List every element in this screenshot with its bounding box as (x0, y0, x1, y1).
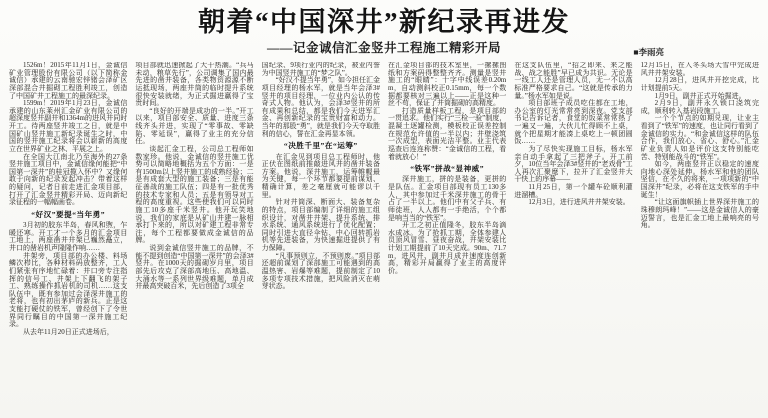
article-column-2 (135, 62, 253, 408)
article-paragraph: “凡事预则立，不预则废。”项目部还超前谋划了深部施工可能遇到的高温热害、岩爆等难题，提前制定了10多项专项技术措施，把风险消灭在萌芽状态。 (261, 251, 380, 291)
article-paragraph: 12月28日，进风井开挖完成，比计划提前5天。 (640, 76, 759, 92)
article-paragraph: “让这面旗帜插上世界深井施工的珠穆朗玛峰！”——这是金诚信人的豪迈誓言，也是汇金工地上最响亮的号角。 (640, 198, 759, 230)
article-paragraph: 针对井筒深、断面大、装备复杂的特点，项目部编制了详细的施工组织设计，对凿井井架、提升系统、排水系统、通风系统进行了优化配置；同时引进大直径伞钻、中心回转抓岩机等先进装备，为快速掘进提供了有力保障。 (261, 198, 380, 253)
article-paragraph: 在全国大江南北乃至海外的27条竖井施工项目中，金诚信缘何能把“中国第一深井”的桂冠揽入怀中？又缘何敢于向新的纪录发起冲击？带着这样的疑问，记者日前走进汇金项目部，打开了汇金竖井精彩开局、迈向新纪录征程的一幅幅画卷。 (9, 152, 128, 207)
article-paragraph: “好汉不提当年勇”，如今担任汇金项目经理的杨水军，就是当年会泽3#竖井的项目经理，一位业内公认的传奇式人物。他认为，会泽3#竖井的所有成果和总结，都是我们今天进军汇金、再创新纪录的宝贵财富和动力。当年的那股“勇”，就是我们今天夺取胜利的信心，誓在汇金再显本领。 (261, 76, 380, 138)
article-column-3 (262, 62, 380, 408)
article-paragraph: 11月25日，第一个罐车砼顺利灌进溜槽。 (514, 183, 633, 199)
article-paragraph: 国纪录、9项行业内的纪录，被业内誉为中国竖井施工的“梦之队”。 (261, 62, 380, 77)
article-column-6 (641, 62, 759, 408)
article-paragraph: 如今，两座竖井正以稳定的速度向地心深处延伸。杨水军和他的团队坚信，在不久的将来，一项项新的“中国深井”纪录，必将在这支铁军的手中诞生！ (640, 160, 759, 199)
article-body (9, 62, 759, 408)
article-paragraph: 从去年11月20日正式进场后， (23, 327, 114, 336)
article-paragraph: 为了尽快实现施工目标，杨水军亲自动手拿起了三把斧子。开工前夕，10位当年会泽3#竖井的“老戏骨”工人再次汇聚麾下，拉开了汇金竖井大干快上的序幕—— (514, 144, 633, 184)
article-paragraph: 说到金诚信竖井施工的品牌，不能不提到创造“中国第一深井”的会泽3#竖井。在1000天的掘砌岁月里，项目部先后攻克了深部高地压、高地温、大涌水等一系列世界级难题，单月成井最高突破百米，先后创造了3项全 (135, 244, 254, 291)
article-paragraph: 1526m！2015年11月1日，金诚信矿业管理股份有限公司（以下简称金诚信）承建的云南驰宏锌锗会泽矿区深部混合井掘砌工程胜利竣工，创造了中国矿井工程施工的最深纪录。 (9, 62, 128, 100)
article-paragraph: 谈起汇金工程，公司总工程师如数家珍。他说，金诚信的竖井施工优势可以简略地概括为五个方面：一是有1500m以上竖井施工的成熟经验；二是有成套大型的施工装备；三是有能征善战的施工队伍；四是有一批优秀的技术专家和人员；五是有领导对工程的高度重视。这些使我们可以同时施工10多座千米竖井。他开玩笑地说，我们的家底是从矿山井建一脉相承打下来的，所以对矿建工程非常专注，每个工程都要做成金诚信的品牌。 (135, 144, 254, 245)
article-subtitle: ——记金诚信汇金竖井工程施工精彩开局 (266, 41, 501, 56)
article-paragraph: 在汇金项目部的技术室里，一摞摞图纸和方案码得整整齐齐。测量是竖井施工的“眼睛”：十字中线误差0.20mm，自动测斜校正0.15mm，每一个数据都要核对三遍以上——正是这种一丝不苟，保证了井筒掘砌的高精度。 (387, 62, 507, 108)
article-paragraph: 深井施工，拼的是装备，更拼的是队伍。汇金项目部现有员工130多人，其中参加过千米深井施工的骨干占了一半以上。他们中有父子兵、有师徒班，人人都有一手绝活，个个都是响当当的“铁军”。 (387, 175, 507, 222)
article-paragraph: 打造质量样板工程，是项目部的一贯追求。他们实行“三检一验”制度，混凝土逐罐检测，模板校正误差控制在规范允许值的一半以内；井壁浇筑一次成型，表面光洁平整。业主代表巡查后连连称赞：“金诚信的工程，看着就放心！” (387, 106, 507, 161)
article-subhead: “决胜千里”在“运筹” (283, 141, 358, 151)
article-paragraph: 在这支队伍里，“招之即来、来之能战、战之能胜”早已成为共识。无论是一线工人还是管理人员，无一不以高标准严格要求自己。“这就是传承的力量。”杨水军如是说。 (514, 62, 633, 100)
article-author-byline: ■李雨亮 (633, 47, 664, 57)
article-paragraph: 1月9日，副井正式开始掘进。 (654, 91, 746, 100)
article-paragraph: “良好的开端是成功的一半。”开工以来，项目部安全、质量、进度三条线齐头并进，实现了“零事故、零缺陷、零延误”，赢得了业主的充分信任。 (135, 106, 254, 146)
article-paragraph: 项目部就迅速掀起了大干热潮。“兵马未动，粮草先行”，公司调集了国内最先进的凿井装备，各类物资源源不断运抵现场，两座井筒的临时提升系统很快安装就绪，为正式掘进赢得了宝贵时间。 (135, 62, 254, 108)
article-paragraph: 12月15日，在入冬头场大雪中完成进风井井架安装。 (640, 62, 759, 77)
article-paragraph: 开工之初正值隆冬，胶东半岛滴水成冰。为了抢抓工期，全体参建人员顶风冒雪、昼夜奋战，井架安装比计划工期提前了10天完成。90m、71.7m，进风井、副井月成井速度连创新高，精彩开局赢得了业主的高度评价。 (387, 221, 507, 275)
article-subhead: “铁军”拼战“显神威” (410, 164, 485, 174)
article-paragraph: 1599m！2019年1月23日，金诚信承建的山东莱州汇金矿业有限公司的超深度竖井副井和1364m的进风井同时开工。待两座竖井竣工之日，就是中国矿山竖井施工新纪录诞生之时，中国的竖井施工纪录将会以崭新的高度立在世界矿业之林、平展之上。 (9, 99, 128, 153)
article-title: 朝着“中国深井”新纪录再进发 (198, 7, 570, 37)
article-paragraph: 2月9日，副井永久锁口浇筑完成，顺利转入基岩段施工。 (640, 99, 759, 115)
article-paragraph: 在汇金见到项目总工程师时，他正伏在图纸前推敲进风井的凿井装备方案。他说，深井施工，运筹帷幄最为关键，每一个环节都要提前谋划、精确计算，差之毫厘就可能谬以千里。 (261, 152, 380, 199)
article-paragraph: 井架旁，项目部的办公楼、料场鳞次栉比，各种材料码放整齐，工人们紧张有序地忙碌着：井口旁专注指挥的信号工、井架上下翻飞的架子工、熟练操作抓岩机的司机……这支队伍中，既有参加过会泽深井施工的老将，也有初出茅庐的新兵。正是这支能打硬仗的铁军，曾经创下了令世界同行瞩目的中国第一深井施工纪录。 (9, 251, 128, 329)
article-header (0, 0, 768, 57)
article-column-1 (9, 62, 127, 408)
article-column-4 (388, 62, 506, 408)
article-paragraph: 项目部班子成员吃住都在工地，办公室的灯光常常亮到深夜。党支部书记告诉记者，食堂的饭菜常常热了一遍又一遍，大伙儿忙得顾不上桌，就个把星期才能凑上桌吃上一顿团圆饭…… (514, 99, 633, 146)
article-paragraph: 12月3日，进行进风井井架安装。 (528, 198, 630, 207)
article-paragraph: 一个个节点的如期兑现，让业主看到了“铁军”的速度，也让同行看到了金诚信的实力。“和金诚信这样的队伍合作，我们放心、省心、舒心。”汇金矿业负责人如是评价这支特别能吃苦、特别能战斗的“铁军”。 (640, 114, 759, 161)
article-paragraph: 3月初的胶东半岛，春风和煦，乍暖还寒。开工才一个多月的汇金项目工地上，两座凿井井架已巍然矗立，井口的凿岩机声隆隆作响…… (9, 221, 128, 253)
article-column-5 (514, 62, 632, 408)
article-subhead: “好汉”要提“当年勇” (31, 209, 106, 219)
